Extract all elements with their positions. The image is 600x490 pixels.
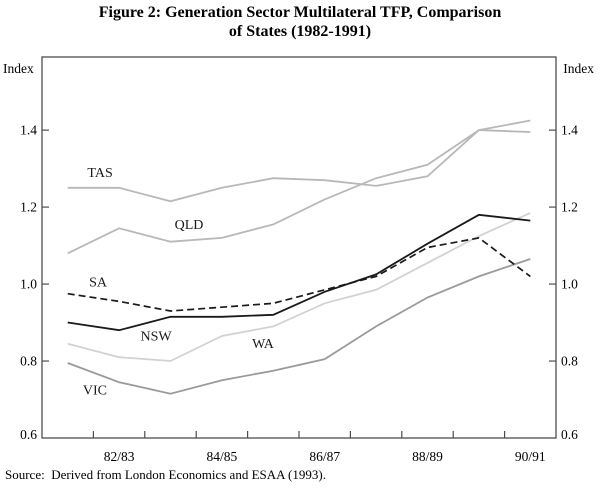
y-axis-tick-label-left: 1.4 xyxy=(20,122,37,138)
y-axis-tick-label-right: 0.8 xyxy=(561,353,578,369)
y-axis-tick-label-right: 1.0 xyxy=(561,276,578,292)
figure-title-line-1: Figure 2: Generation Sector Multilateral TFP, Comparison xyxy=(98,4,502,21)
y-axis-tick-label-left: 1.0 xyxy=(20,276,37,292)
y-axis-tick-label-right: 1.2 xyxy=(561,199,578,215)
x-axis-tick-label: 88/89 xyxy=(412,449,443,464)
series-label-qld: QLD xyxy=(174,217,204,233)
y-axis-tick-label-left: 0.6 xyxy=(20,427,37,442)
series-label-nsw: NSW xyxy=(140,329,172,345)
x-axis-tick-label: 84/85 xyxy=(206,449,238,464)
y-axis-tick-label-left: 0.8 xyxy=(20,353,37,369)
source-note: Source: Derived from London Economics and ESAA (1993). xyxy=(5,467,326,482)
series-label-tas: TAS xyxy=(87,165,113,181)
x-axis-tick-label: 86/87 xyxy=(309,449,341,464)
y-axis-title-right: Index xyxy=(563,61,594,76)
figure-title-line-2: of States (1982-1991) xyxy=(228,23,372,40)
series-line-qld xyxy=(68,121,531,254)
plot-frame xyxy=(42,57,556,438)
y-axis-tick-label-left: 1.2 xyxy=(20,199,37,215)
y-axis-tick-label-right: 1.4 xyxy=(561,122,578,138)
series-label-wa: WA xyxy=(252,337,274,353)
x-axis-tick-label: 90/91 xyxy=(514,449,546,464)
series-line-sa xyxy=(68,238,531,311)
series-label-vic: VIC xyxy=(82,383,108,399)
y-axis-title-left: Index xyxy=(3,61,34,76)
series-label-sa: SA xyxy=(89,275,107,291)
series-line-tas xyxy=(68,130,531,201)
series-line-wa xyxy=(68,213,531,361)
y-axis-tick-label-right: 0.6 xyxy=(561,427,578,442)
x-axis-tick-label: 82/83 xyxy=(103,449,135,464)
